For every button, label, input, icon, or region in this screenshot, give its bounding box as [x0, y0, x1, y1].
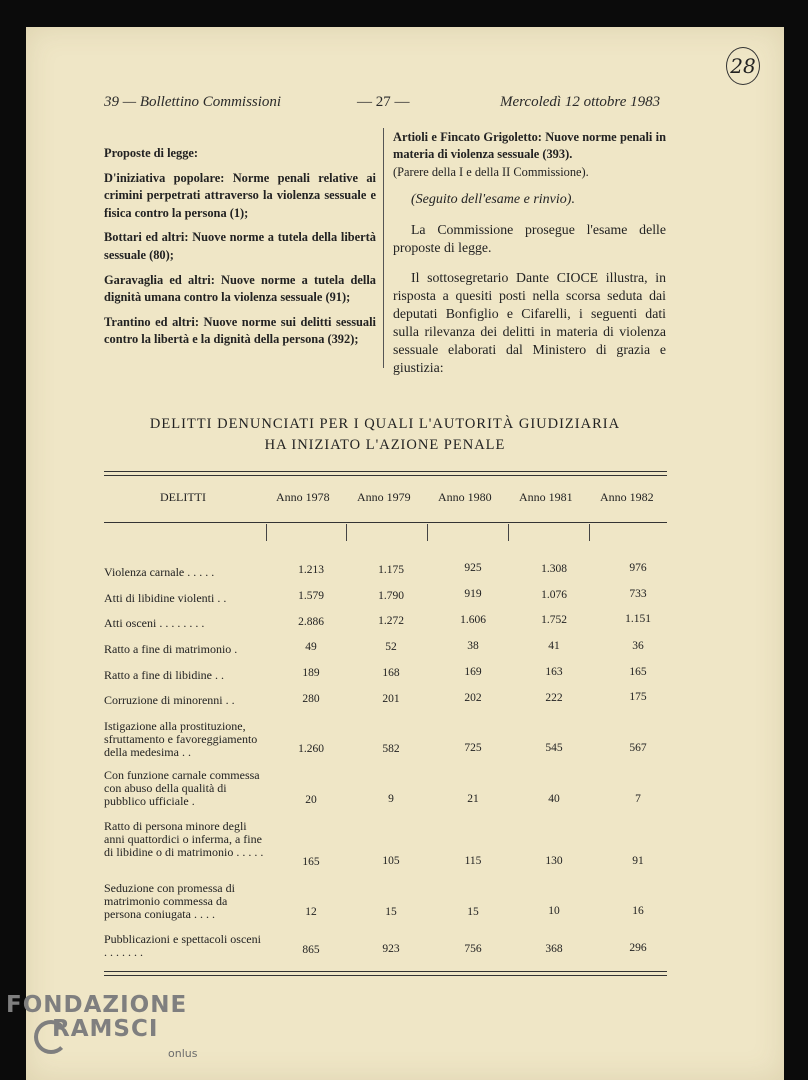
table-title-line-2: HA INIZIATO L'AZIONE PENALE — [264, 437, 506, 453]
cell-value: 12 — [305, 906, 317, 918]
cell-value: 15 — [385, 906, 397, 918]
cell-value: 582 — [382, 743, 400, 755]
table-rule-bottom — [104, 975, 667, 976]
proposals-heading: Proposte di legge: — [104, 146, 199, 160]
col-header-year: Anno 1981 — [519, 490, 573, 504]
row-label: Pubblicazioni e spettacoli osceni . . . . . . . — [104, 932, 261, 959]
cell-value: 165 — [629, 666, 647, 678]
cell-value: 1.175 — [378, 564, 404, 576]
column-tick — [589, 524, 590, 541]
cell-value: 169 — [464, 666, 482, 678]
cell-value: 201 — [382, 693, 400, 705]
cell-value: 1.308 — [541, 563, 567, 575]
cell-value: 165 — [302, 856, 320, 868]
cell-value: 733 — [629, 588, 647, 600]
cell-value: 1.260 — [298, 743, 324, 755]
cell-value: 567 — [629, 742, 647, 754]
cell-value: 976 — [629, 562, 647, 574]
cell-value: 222 — [545, 692, 563, 704]
cell-value: 368 — [545, 943, 563, 955]
col-header-year: Anno 1979 — [357, 490, 411, 504]
row-label: Ratto di persona minore degli anni quattordici o inferma, a fine di libidine o di matrimonio . . . . . — [104, 819, 264, 859]
column-tick — [346, 524, 347, 541]
header-bulletin: 39 — Bollettino Commissioni — [104, 94, 282, 110]
cell-value: 115 — [464, 855, 482, 867]
col-header-year: Anno 1980 — [438, 490, 492, 504]
proposal-item: D'iniziativa popolare: Norme penali relative ai crimini perpetrati attraverso la violenza sessuale e fisica contro la persona (1); — [104, 170, 376, 220]
cell-value: 21 — [467, 793, 479, 805]
body-paragraph: La Commissione prosegue l'esame delle proposte di legge. — [393, 222, 666, 255]
col-header-delitti: DELITTI — [160, 490, 206, 504]
body-paragraph: Il sottosegretario Dante CIOCE illustra, in risposta a quesiti posti nella scorsa seduta dai deputati Bonfiglio e Cifarelli, i seguenti dati sulla rilevanza dei delitti in materia di violenza sessuale elaborati dal Ministero di grazia e giustizia: — [393, 270, 666, 375]
column-tick — [508, 524, 509, 541]
cell-value: 1.213 — [298, 564, 324, 576]
cell-value: 163 — [545, 666, 563, 678]
row-label: Corruzione di minorenni . . — [104, 693, 235, 707]
watermark-logo-line-3: onlus — [168, 1047, 198, 1060]
cell-value: 7 — [635, 793, 641, 805]
table-header-rule — [104, 522, 667, 523]
table-rule-bottom — [104, 971, 667, 972]
row-label: Istigazione alla prostituzione, sfruttamento e favoreggiamento della medesima . . — [104, 719, 258, 759]
cell-value: 10 — [548, 905, 560, 917]
proposal-item: Artioli e Fincato Grigoletto: Nuove norme penali in materia di violenza sessuale (393). — [393, 130, 666, 161]
cell-value: 1.579 — [298, 590, 324, 602]
cell-value: 756 — [464, 943, 482, 955]
cell-value: 16 — [632, 905, 644, 917]
row-label: Con funzione carnale commessa con abuso della qualità di pubblico ufficiale . — [104, 768, 260, 808]
cell-value: 865 — [302, 944, 320, 956]
cell-value: 91 — [632, 855, 644, 867]
cell-value: 1.752 — [541, 614, 567, 626]
left-column — [104, 145, 376, 356]
cell-value: 20 — [305, 794, 317, 806]
cell-value: 296 — [629, 942, 647, 954]
column-tick — [266, 524, 267, 541]
col-header-year: Anno 1978 — [276, 490, 330, 504]
row-label: Ratto a fine di libidine . . — [104, 668, 224, 682]
cell-value: 202 — [464, 692, 482, 704]
cell-value: 105 — [382, 855, 400, 867]
cell-value: 1.151 — [625, 613, 651, 625]
row-label: Atti di libidine violenti . . — [104, 591, 227, 605]
column-tick — [427, 524, 428, 541]
proposal-item: Garavaglia ed altri: Nuove norme a tutela della dignità umana contro la violenza sessuale (91); — [104, 272, 376, 305]
cell-value: 189 — [302, 667, 320, 679]
session-note: (Seguito dell'esame e rinvio). — [411, 192, 575, 207]
row-label: Violenza carnale . . . . . — [104, 565, 215, 579]
proposal-item: Bottari ed altri: Nuove norme a tutela della libertà sessuale (80); — [104, 230, 376, 262]
right-column — [393, 129, 666, 377]
opinion-note: (Parere della I e della II Commissione). — [393, 165, 589, 179]
watermark-logo-line-2: RAMSCI — [52, 1016, 159, 1042]
cell-value: 36 — [632, 640, 644, 652]
table-rule-top — [104, 475, 667, 476]
cell-value: 1.272 — [378, 615, 404, 627]
cell-value: 168 — [382, 667, 400, 679]
cell-value: 175 — [629, 691, 647, 703]
cell-value: 49 — [305, 641, 317, 653]
column-divider — [383, 128, 384, 368]
row-label: Ratto a fine di matrimonio . — [104, 642, 238, 656]
cell-value: 280 — [302, 693, 320, 705]
page-folio-number: 28 — [726, 47, 760, 85]
proposal-item: Trantino ed altri: Nuove norme sui delitti sessuali contro la libertà e la dignità della persona (392); — [104, 314, 376, 347]
cell-value: 2.886 — [298, 616, 324, 628]
cell-value: 40 — [548, 793, 560, 805]
col-header-year: Anno 1982 — [600, 490, 654, 504]
cell-value: 41 — [548, 640, 560, 652]
cell-value: 9 — [388, 793, 394, 805]
cell-value: 725 — [464, 742, 482, 754]
watermark-logo-line-1: FONDAZIONE — [6, 992, 188, 1018]
cell-value: 130 — [545, 855, 563, 867]
cell-value: 15 — [467, 906, 479, 918]
cell-value: 1.076 — [541, 589, 567, 601]
cell-value: 1.790 — [378, 590, 404, 602]
table-title-line-1: DELITTI DENUNCIATI PER I QUALI L'AUTORITÀ GIUDIZIARIA — [149, 416, 621, 432]
header-date: Mercoledì 12 ottobre 1983 — [500, 94, 661, 110]
row-label: Atti osceni . . . . . . . . — [104, 616, 205, 630]
cell-value: 545 — [545, 742, 563, 754]
cell-value: 925 — [464, 562, 482, 574]
cell-value: 919 — [464, 588, 482, 600]
cell-value: 52 — [385, 641, 397, 653]
cell-value: 923 — [382, 943, 400, 955]
row-label: Seduzione con promessa di matrimonio commessa da persona coniugata . . . . — [104, 881, 235, 921]
table-rule-top — [104, 471, 667, 472]
cell-value: 38 — [467, 640, 479, 652]
header-page-number: — 27 — — [357, 94, 410, 110]
cell-value: 1.606 — [460, 614, 486, 626]
